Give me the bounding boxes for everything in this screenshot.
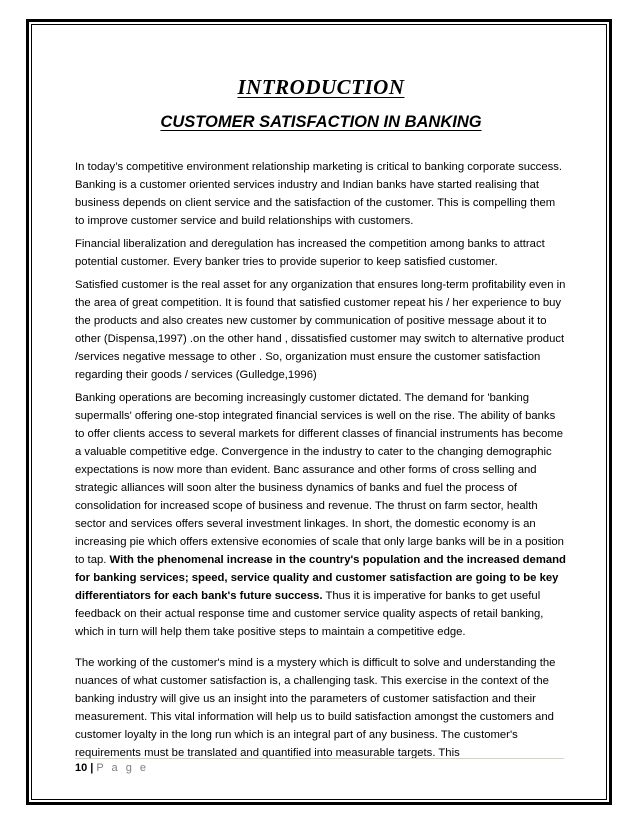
paragraph-4-end: Thus it is imperative for banks to get useful feedback on their actual response time and customer service quality aspects of retail banking, which in turn will help them take positive steps to maintain a competitive edge. <box>75 590 544 638</box>
paragraph-5: The working of the customer's mind is a mystery which is difficult to solve and understanding the nuances of what customer satisfaction is, a challenging task. This exercise in the context of the banking industry will give us an insight into the parameters of customer satisfaction and their measurement. This vital information will help us to build satisfaction amongst the customers and customer loyalty in the long run which is an integral part of any business. The customer's requirements must be translated and quantified into measurable targets. This <box>75 657 556 759</box>
paragraph-3: Satisfied customer is the real asset for any organization that ensures long-term profitability even in the area of great competition. It is found that satisfied customer repeat his / her experience to buy the products and also creates new customer by communication of positive message about it to other (Dispensa,1997) .on the other hand , dissatisfied customer may switch to alternative product /services negative message to other . So, organization must ensure the customer satisfaction regarding their goods / services (Gulledge,1996) <box>75 279 566 381</box>
paragraph-1: In today’s competitive environment relationship marketing is critical to banking corporate success. Banking is a customer oriented services industry and Indian banks have started realising that business depends on client service and the satisfaction of the customer. This is compelling them to improve customer service and build relationships with customers. <box>75 161 563 227</box>
section-title: CUSTOMER SATISFACTION IN BANKING <box>160 113 482 131</box>
paragraph-4-bold: With the phenomenal increase in the country's population and the increased demand for banking services; speed, service quality and customer satisfaction are going to be key differentiators for each bank's future success. <box>75 554 566 602</box>
page-footer <box>75 760 149 776</box>
page-content <box>75 74 567 767</box>
paragraph-4-start: Banking operations are becoming increasingly customer dictated. The demand for 'banking supermalls' offering one-stop integrated financial services is well on the rise. The ability of banks to offer clients access to several markets for different classes of financial instruments has become a valuable competitive edge. Convergence in the industry to cater to the changing demographic expectations is now more than evident. Banc assurance and other forms of cross selling and strategic alliances will soon alter the business dynamics of banks and fuel the process of consolidation for increased scope of business and revenue. The thrust on farm sector, health sector and services offers several investment linkages. In short, the domestic economy is an increasing pie which offers extensive economies of scale that only large banks will be in a position to tap. <box>75 392 564 566</box>
footer-divider <box>75 758 564 759</box>
footer-separator: | <box>90 762 94 774</box>
page-label: P a g e <box>96 762 149 774</box>
paragraph-2: Financial liberalization and deregulation has increased the competition among banks to attract potential customer. Every banker tries to provide superior to keep satisfied customer. <box>75 238 545 268</box>
paragraph-4 <box>75 389 567 641</box>
page-title: INTRODUCTION <box>237 75 405 99</box>
page-number: 10 <box>75 762 88 774</box>
